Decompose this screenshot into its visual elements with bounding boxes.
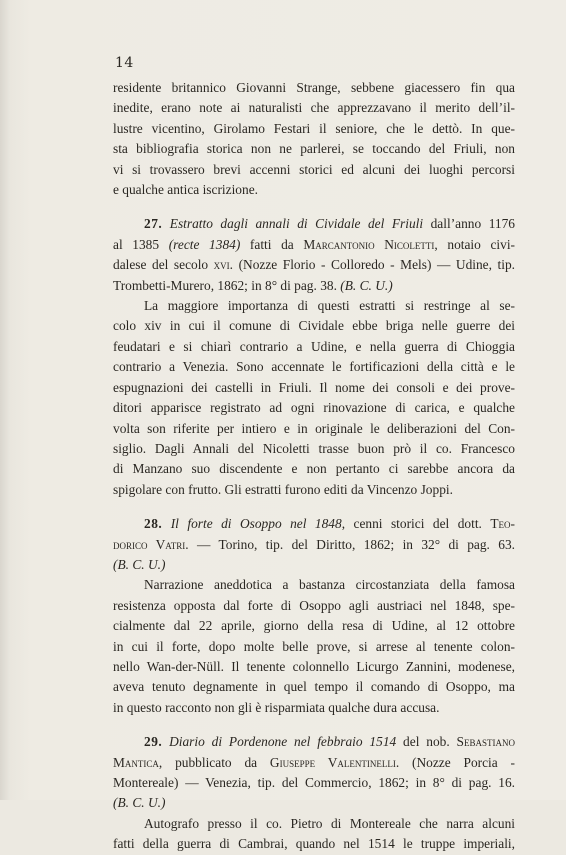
entry-heading-text: Trombetti-Murero, 1862; in 8° di pag. 38. xyxy=(113,277,341,293)
text-line: contrario a Venezia. Sono accennate le fortificazioni della città e le xyxy=(113,359,515,375)
entry-author: Marcantonio Nicoletti xyxy=(303,236,435,252)
entry-library-code: (B. C. U.) xyxy=(113,795,166,811)
text-line: e qualche antica iscrizione. xyxy=(113,182,258,198)
entry-heading-line xyxy=(113,276,515,296)
text-line: cialmente dal 22 aprile, giorno della resa di Udine, al 12 ottobre xyxy=(113,618,515,634)
entry-heading-line xyxy=(113,514,515,534)
entry-heading-line: Montereale) — Venezia, tip. del Commercio, 1862; in 8° di pag. 16. xyxy=(113,775,515,790)
entry-century: xvi xyxy=(213,257,230,273)
bibliography-entry-29 xyxy=(113,732,515,854)
entry-heading-line xyxy=(113,235,515,255)
text-line: colo xiv in cui il comune di Cividale ebbe briga nelle guerre dei xyxy=(113,318,515,334)
entry-author: dorico Vatri xyxy=(113,536,186,552)
text-line: volta son riferite per intiero e in originale le deliberazioni del Con- xyxy=(113,420,515,436)
text-line: aveva tenuto degnamente in quel tempo il comando di Osoppo, ma xyxy=(113,679,515,695)
entry-heading-text: dall’anno 1176 xyxy=(423,216,515,232)
page-number: 14 xyxy=(115,55,134,71)
entry-author: Mantica xyxy=(113,754,159,770)
text-line: siglio. Dagli Annali del Nicoletti trasse buon prò il co. Francesco xyxy=(113,440,515,456)
entry-heading-line xyxy=(113,753,515,773)
text-line: resistenza opposta dal forte di Osoppo agli austriaci nel 1848, spe- xyxy=(113,597,515,613)
entry-author: Sebastiano xyxy=(456,734,515,750)
entry-heading-text: , pubblicato da xyxy=(158,754,270,770)
entry-heading-text: . — Torino, tip. del Diritto, 1862; in 32° di pag. 63. xyxy=(185,536,515,552)
entry-heading-text: . (Nozze Florio - Colloredo - Mels) — Udine, tip. xyxy=(229,257,515,273)
entry-heading-line xyxy=(113,214,515,234)
entry-heading-text: al 1385 xyxy=(113,236,169,252)
text-line: sta bibliografia storica non ne parlerei, se toccando del Friuli, non xyxy=(113,141,515,157)
text-line: feudatari e si chiarì contrario a Udine, e nella guerra di Chioggia xyxy=(113,338,515,354)
text-line: in cui il forte, dopo molte belle prove, si arrese al tenente colon- xyxy=(113,638,515,654)
text-line: fatti della guerra di Cambrai, quando nel 1514 le truppe imperiali, xyxy=(113,836,515,852)
intro-paragraph xyxy=(113,78,515,200)
page-text xyxy=(113,78,515,855)
entry-number: 29. xyxy=(144,734,163,750)
entry-editor: Giuseppe Valentinelli xyxy=(269,754,396,770)
entry-heading-line xyxy=(113,793,515,813)
entry-heading-line xyxy=(113,255,515,275)
entry-heading-text: . (Nozze Porcia - xyxy=(395,754,516,770)
bibliography-entry-28 xyxy=(113,514,515,718)
entry-heading-text: , notaio civi- xyxy=(434,236,516,252)
entry-title: Il forte di Osoppo nel 1848 xyxy=(170,516,342,532)
text-line: espugnazioni dei castelli in Friuli. Il nome dei consoli e dei prove- xyxy=(113,379,515,395)
entry-heading-text: fatti da xyxy=(240,236,304,252)
entry-number: 27. xyxy=(144,216,163,232)
entry-heading-italic: (recte 1384) xyxy=(168,236,241,252)
entry-heading-line xyxy=(113,555,515,575)
text-line: Autografo presso il co. Pietro di Montereale che narra alcuni xyxy=(144,815,515,831)
bibliography-entry-27 xyxy=(113,214,515,500)
entry-heading-text: dalese del secolo xyxy=(113,257,214,273)
text-line: vi si trovassero brevi accenni storici ed alcuni dei luoghi percorsi xyxy=(113,161,515,177)
text-line: nello Wan-der-Nüll. Il tenente colonnello Licurgo Zannini, modenese, xyxy=(113,658,515,674)
entry-title: Diario di Pordenone nel febbraio 1514 xyxy=(169,734,397,750)
entry-heading-text: del nob. xyxy=(396,734,457,750)
entry-title: Estratto dagli annali di Cividale del Friuli xyxy=(169,216,424,232)
entry-number: 28. xyxy=(144,516,163,532)
entry-library-code: (B. C. U.) xyxy=(340,277,393,293)
text-line: di Manzano suo discendente e non pertanto ci sarebbe ancora da xyxy=(113,461,515,477)
entry-heading-line xyxy=(113,535,515,555)
entry-author: Teo- xyxy=(490,516,515,532)
entry-heading-text: , cenni storici del dott. xyxy=(341,516,491,532)
text-line: ditori apparisce registrato ad ogni rinovazione di carica, e qualche xyxy=(113,400,515,416)
text-line: residente britannico Giovanni Strange, sebbene giacessero fin qua xyxy=(113,80,515,95)
text-line: lustre vicentino, Girolamo Festari il seniore, che le dettò. In que- xyxy=(113,120,515,136)
text-line: spigolare con frutto. Gli estratti furono editi da Vincenzo Joppi. xyxy=(113,481,453,497)
entry-heading-line xyxy=(113,732,515,752)
text-line: Narrazione aneddotica a bastanza circostanziata della famosa xyxy=(144,577,515,593)
entry-library-code: (B. C. U.) xyxy=(113,556,166,572)
text-line: inedite, erano note ai naturalisti che apprezzavano il merito dell’il- xyxy=(113,100,515,116)
text-line: in questo racconto non gli è risparmiata qualche dura accusa. xyxy=(113,699,440,715)
text-line: La maggiore importanza di questi estratti si restringe al se- xyxy=(144,298,515,314)
